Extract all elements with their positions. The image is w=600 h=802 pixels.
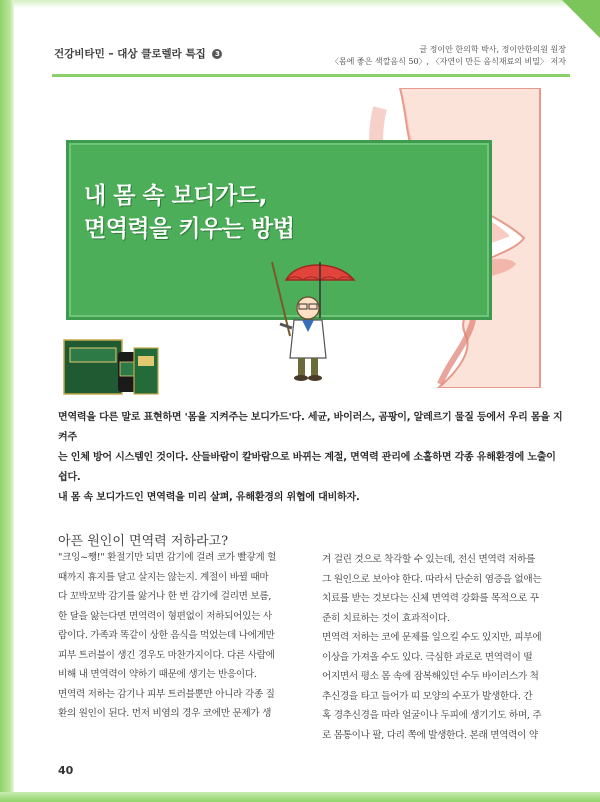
text-line: 면역력 저하는 코에 문제를 일으킬 수도 있지만, 피부에 (322, 632, 542, 643)
text-line: 다 꼬박꼬박 감기를 앓거나 한 번 감기에 걸리면 보름, (58, 591, 272, 602)
corner-tab (562, 0, 600, 38)
page-edge-bottom (0, 792, 600, 802)
series-number-icon: 3 (212, 49, 222, 59)
page-edge-left (0, 0, 14, 802)
doctor-with-umbrella-illustration (268, 258, 378, 384)
title-line-2: 면역력을 키우는 방법 (84, 216, 295, 242)
page-edge-top (0, 0, 600, 8)
text-line: 때까지 휴지를 달고 살지는 않는지. 계절이 바뀔 때마 (58, 571, 269, 583)
intro-line-1: 면역력을 다른 말로 표현하면 '몸을 지켜주는 보디가드'다. 세균, 바이러스, 곰팡이, 알레르기 물질 등에서 우리 몸을 지켜주 (58, 412, 563, 443)
chlorella-product-image (62, 332, 162, 396)
article-column-left (58, 548, 314, 724)
author-books: 〈몸에 좋은 색깔음식 50〉, 〈자연이 만든 음식재료의 비밀〉 저자 (330, 57, 566, 66)
intro-line-2: 는 인체 방어 시스템인 것이다. 산들바람이 칼바람으로 바뀌는 계절, 면역력 관리에 소홀하면 각종 유해환경에 노출이 쉽다. (58, 452, 556, 483)
text-line: 추신경을 타고 들어가 띠 모양의 수포가 발생한다. 간 (322, 690, 533, 702)
text-line: 환의 원인이 된다. 먼저 비염의 경우 코에만 문제가 생 (58, 708, 272, 719)
section-title: 건강비타민 – 대상 클로렐라 특집 (54, 48, 206, 60)
text-line: 로 몸통이나 팔, 다리 쪽에 발생한다. 본래 면역력이 약 (322, 729, 538, 741)
text-line: 람이다. 가족과 똑같이 상한 음식을 먹었는데 나에게만 (58, 630, 275, 641)
page-number: 40 (58, 764, 74, 777)
text-line: 혹 경추신경을 따라 얼굴이나 두피에 생기기도 하며, 주 (322, 710, 542, 721)
header-divider (52, 74, 570, 77)
text-line: "크잉~쨍!" 환절기만 되면 감기에 걸려 코가 빨갛게 헐 (58, 552, 277, 563)
section-heading: 아픈 원인이 면역력 저하라고? (58, 534, 229, 549)
text-line: 면역력 저하는 감기나 피부 트러블뿐만 아니라 각종 질 (58, 688, 275, 700)
text-line: 그 원인으로 보아야 한다. 따라서 단순히 염증을 없애는 (322, 573, 542, 585)
author-line: 글 정이안 한의학 박사, 정이안한의원 원장 (419, 45, 566, 54)
article-column-right (322, 550, 578, 745)
text-line: 이상을 가져올 수도 있다. 극심한 과로로 면역력이 떨 (322, 651, 533, 663)
text-line: 어지면서 평소 몸 속에 잠복해있던 수두 바이러스가 척 (322, 671, 539, 682)
intro-paragraph (58, 408, 568, 508)
text-line: 치료를 받는 것보다는 신체 면역력 강화를 목적으로 꾸 (322, 593, 539, 604)
text-line: 겨 걸린 것으로 착각할 수 있는데, 전신 면역력 저하를 (322, 554, 536, 565)
title-line-1: 내 몸 속 보디가드, (84, 183, 267, 209)
article-title (84, 180, 294, 246)
text-line: 준히 치료하는 것이 효과적이다. (322, 612, 450, 624)
section-label (54, 46, 222, 61)
intro-line-3: 내 몸 속 보디가드인 면역력을 미리 살펴, 유해환경의 위협에 대비하자. (58, 492, 360, 503)
text-line: 비해 내 면역력이 약하기 때문에 생기는 반응이다. (58, 669, 257, 680)
author-credit (331, 44, 566, 68)
text-line: 한 달을 앓는다면 면역력이 형편없이 저하되어있는 사 (58, 610, 272, 622)
text-line: 피부 트러블이 생긴 경우도 마찬가지이다. 다른 사람에 (58, 649, 275, 661)
